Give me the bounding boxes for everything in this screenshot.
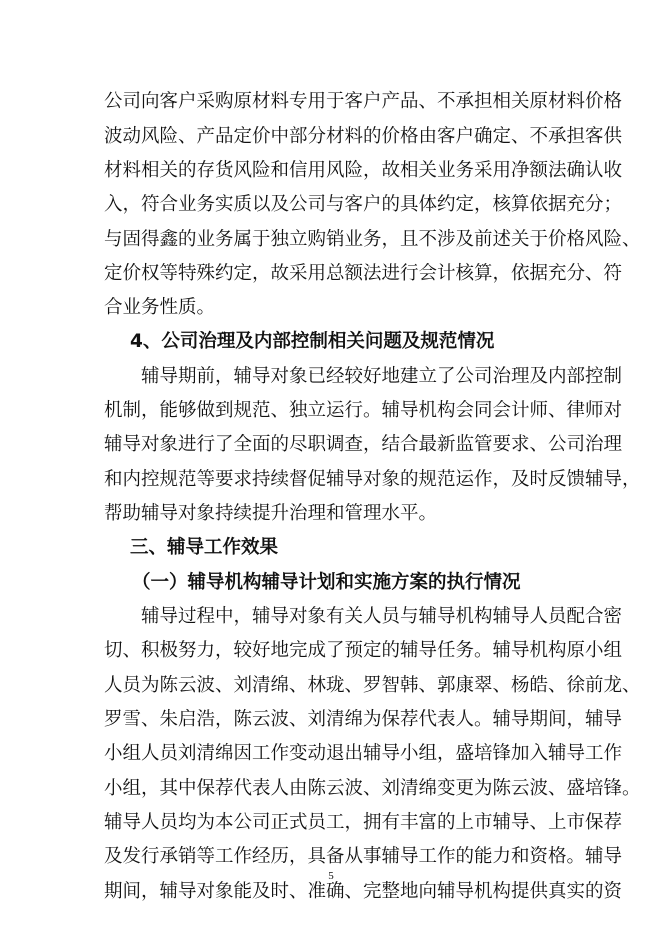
text-line: 及发行承销等工作经历，具备从事辅导工作的能力和资格。辅导 bbox=[104, 846, 623, 867]
text-line: 辅导期前，辅导对象已经较好地建立了公司治理及内部控制 bbox=[141, 366, 623, 387]
text-line: 人员为陈云波、刘清绵、林珑、罗智韩、郭康翠、杨皓、徐前龙、 bbox=[104, 675, 641, 696]
subsection-heading-1: （一）辅导机构辅导计划和实施方案的执行情况 bbox=[132, 572, 521, 593]
text-line: 切、积极努力，较好地完成了预定的辅导任务。辅导机构原小组 bbox=[104, 640, 623, 661]
text-line: 入，符合业务实质以及公司与客户的具体约定，核算依据充分； bbox=[104, 194, 623, 215]
text-line: 公司向客户采购原材料专用于客户产品、不承担相关原材料价格 bbox=[104, 91, 623, 112]
text-line: 期间，辅导对象能及时、准确、完整地向辅导机构提供真实的资 bbox=[104, 881, 623, 902]
text-line: 与固得鑫的业务属于独立购销业务，且不涉及前述关于价格风险、 bbox=[104, 229, 641, 250]
text-line: 机制，能够做到规范、独立运行。辅导机构会同会计师、律师对 bbox=[104, 400, 623, 421]
text-line: 帮助辅导对象持续提升治理和管理水平。 bbox=[104, 503, 438, 524]
page-number: 5 bbox=[328, 870, 334, 882]
section-heading-4: 4、公司治理及内部控制相关问题及规范情况 bbox=[130, 331, 495, 352]
text-line: 波动风险、产品定价中部分材料的价格由客户确定、不承担客供 bbox=[104, 126, 623, 147]
text-line: 辅导过程中，辅导对象有关人员与辅导机构辅导人员配合密 bbox=[141, 606, 623, 627]
text-line: 小组，其中保荐代表人由陈云波、刘清绵变更为陈云波、盛培锋。 bbox=[104, 778, 641, 799]
text-line: 辅导人员均为本公司正式员工，拥有丰富的上市辅导、上市保荐 bbox=[104, 812, 623, 833]
text-line: 罗雪、朱启浩，陈云波、刘清绵为保荐代表人。辅导期间，辅导 bbox=[104, 709, 623, 730]
text-line: 小组人员刘清绵因工作变动退出辅导小组，盛培锋加入辅导工作 bbox=[104, 743, 623, 764]
text-line: 和内控规范等要求持续督促辅导对象的规范运作，及时反馈辅导， bbox=[104, 469, 641, 490]
text-line: 定价权等特殊约定，故采用总额法进行会计核算，依据充分、符 bbox=[104, 263, 623, 284]
text-line: 合业务性质。 bbox=[104, 297, 216, 318]
section-heading-3: 三、辅导工作效果 bbox=[130, 537, 279, 558]
text-line: 辅导对象进行了全面的尽职调查，结合最新监管要求、公司治理 bbox=[104, 434, 623, 455]
text-line: 材料相关的存货风险和信用风险，故相关业务采用净额法确认收 bbox=[104, 160, 623, 181]
